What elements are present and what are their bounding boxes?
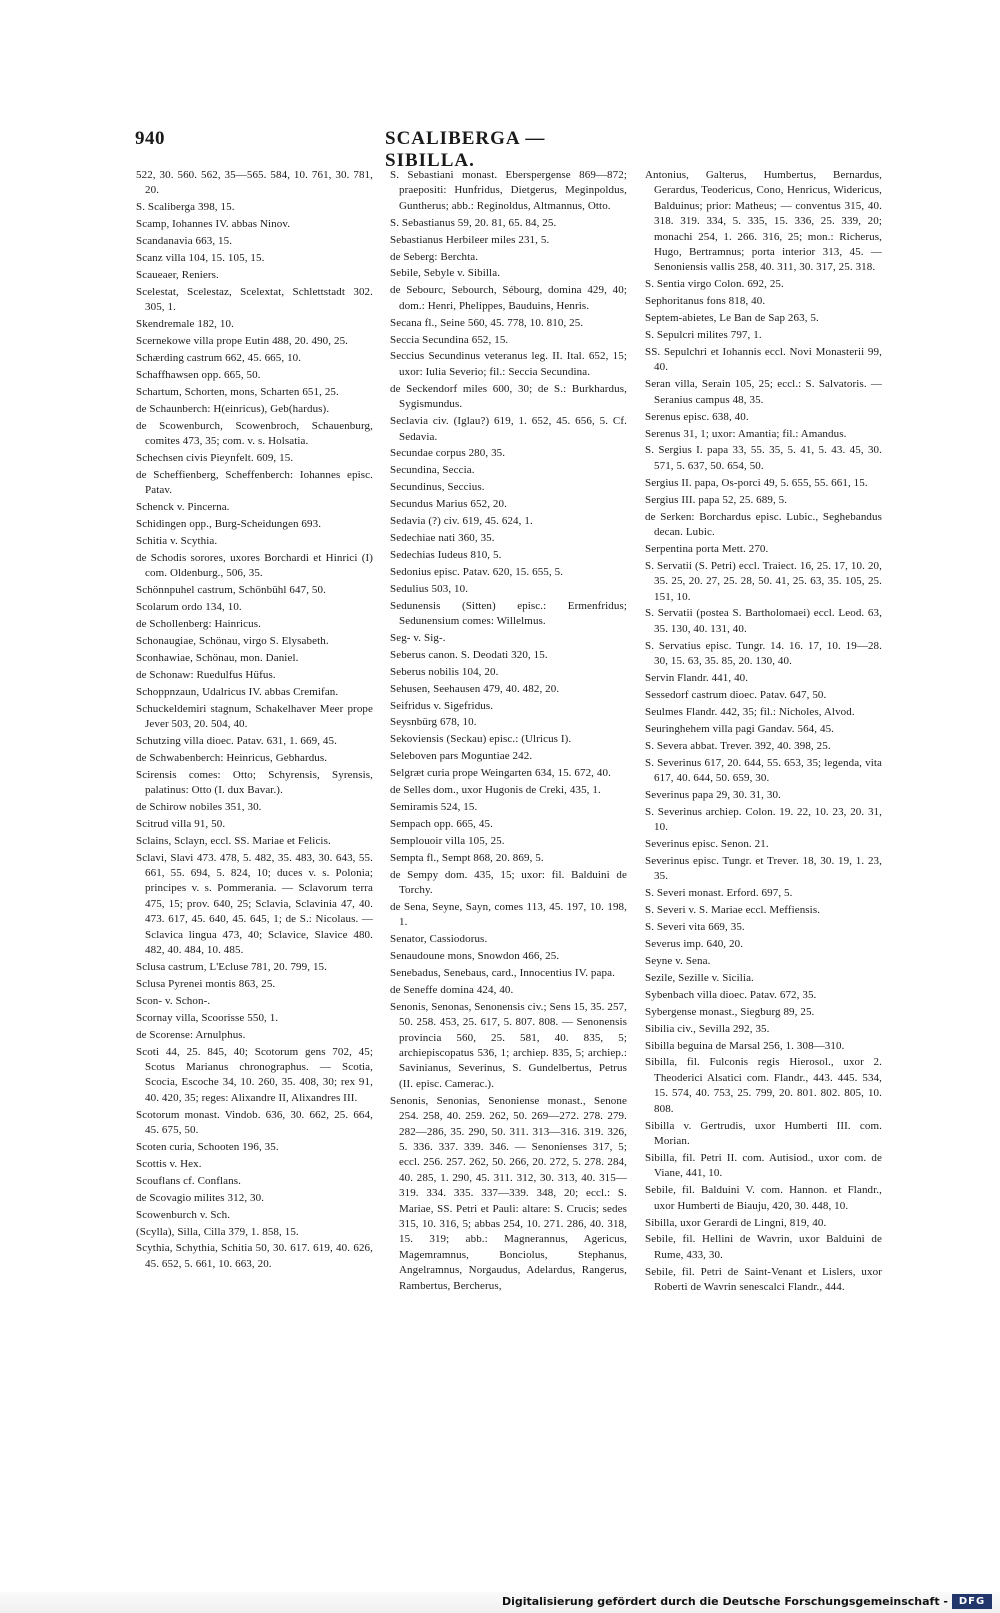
- index-entry: de Serken: Borchardus episc. Lubic., Seghebandus decan. Lubic.: [645, 510, 882, 538]
- index-entry: Seran villa, Serain 105, 25; eccl.: S. Salvatoris. — Seranius campus 48, 35.: [645, 378, 882, 406]
- index-entry: Sibilla beguina de Marsal 256, 1. 308—310.: [645, 1039, 845, 1052]
- index-entry: Secana fl., Seine 560, 45. 778, 10. 810, 25.: [390, 316, 584, 329]
- index-entry: SS. Sepulchri et Iohannis eccl. Novi Monasterii 99, 40.: [645, 345, 882, 374]
- index-entry: 522, 30. 560. 562, 35—565. 584, 10. 761, 30. 781, 20.: [136, 169, 373, 197]
- index-entry: Seg- v. Sig-.: [390, 631, 446, 644]
- index-entry: Sempta fl., Sempt 868, 20. 869, 5.: [390, 851, 544, 864]
- index-entry: Sezile, Sezille v. Sicilia.: [645, 971, 754, 984]
- index-entry: Selgræt curia prope Weingarten 634, 15. 672, 40.: [390, 767, 611, 780]
- index-entry: Sclusa Pyrenei montis 863, 25.: [136, 977, 276, 990]
- index-entry: Schechsen civis Pieynfelt. 609, 15.: [136, 451, 294, 464]
- index-entry: Scoten curia, Schooten 196, 35.: [136, 1140, 279, 1153]
- index-entry: Seberus canon. S. Deodati 320, 15.: [390, 648, 548, 661]
- index-entry: Schærding castrum 662, 45. 665, 10.: [136, 351, 302, 364]
- dfg-logo: DFG: [952, 1594, 992, 1609]
- index-column-2: [390, 168, 627, 1296]
- index-entry: Scandanavia 663, 15.: [136, 235, 233, 248]
- index-entry: Semiramis 524, 15.: [390, 800, 478, 813]
- index-entry: Schidingen opp., Burg-Scheidungen 693.: [136, 518, 322, 531]
- index-entry: Serpentina porta Mett. 270.: [645, 542, 769, 555]
- index-entry: (Scylla), Silla, Cilla 379, 1. 858, 15.: [136, 1225, 299, 1238]
- index-entry: Severinus papa 29, 30. 31, 30.: [645, 788, 781, 801]
- index-entry: de Schonaw: Ruedulfus Hüfus.: [136, 668, 276, 681]
- index-entry: de Scorense: Arnulphus.: [136, 1028, 246, 1041]
- index-entry: Scaueaer, Reniers.: [136, 268, 219, 281]
- index-entry: Sibilla, fil. Fulconis regis Hierosol., uxor 2. Theoderici Alsatici com. Flandr., 443. 445. 534, 15. 574, 40. 753, 25. 799, 20. 801. 802. 805, 10. 808.: [645, 1056, 882, 1115]
- index-entry: Severinus episc. Tungr. et Trever. 18, 30. 19, 1. 23, 35.: [645, 855, 882, 883]
- index-entry: Sedechias Iudeus 810, 5.: [390, 548, 502, 561]
- index-entry: de Schaunberch: H(einricus), Geb(hardus).: [136, 402, 330, 415]
- index-entry: Senonis, Senonas, Senonensis civ.; Sens 15, 35. 257, 50. 258. 453, 25. 617, 5. 807. 808. — Senonensis provincia 560, 25. 581, 40. 835, 5; archiepiscopatus 536, 1; archiep. 835, 5; archiep.: Savinianus, Severinus, S. Gundelbertus, Petrus (II. episc. Camerac.).: [390, 1000, 628, 1090]
- index-entry: Seysnbürg 678, 10.: [390, 716, 477, 729]
- index-entry: Antonius, Galterus, Humbertus, Bernardus, Gerardus, Teodericus, Cono, Henricus, Widericus, Balduinus; prior: Matheus; — conventus 315, 40. 318. 319. 334, 5. 335, 15. 336, 25. 339, 20; monachi 254, 1. 266. 316, 25; mon.: Richerus, Hugo, Bertramnus; porta interior 313, 45. — Senoniensis vallis 258, 40. 311, 30. 317, 25. 318.: [645, 169, 882, 274]
- index-entry: Schonaugiae, Schönau, virgo S. Elysabeth.: [136, 634, 329, 647]
- index-entry: Scelestat, Scelestaz, Scelextat, Schlettstadt 302. 305, 1.: [136, 285, 373, 314]
- index-entry: Sekoviensis (Seckau) episc.: (Ulricus I).: [390, 733, 572, 746]
- index-entry: Scythia, Schythia, Schitia 50, 30. 617. 619, 40. 626, 45. 652, 5. 661, 10. 663, 20.: [136, 1242, 373, 1270]
- index-entry: Secundae corpus 280, 35.: [390, 447, 506, 460]
- index-entry: Sconhawiae, Schönau, mon. Daniel.: [136, 651, 299, 664]
- index-entry: Schutzing villa dioec. Patav. 631, 1. 669, 45.: [136, 734, 337, 747]
- index-entry: Schitia v. Scythia.: [136, 534, 218, 547]
- index-entry: Seuringhehem villa pagi Gandav. 564, 45.: [645, 722, 835, 735]
- index-entry: Sehusen, Seehausen 479, 40. 482, 20.: [390, 682, 560, 695]
- index-entry: Scernekowe villa prope Eutin 488, 20. 490, 25.: [136, 335, 349, 348]
- index-entry: Scolarum ordo 134, 10.: [136, 601, 242, 614]
- index-entry: Senaudoune mons, Snowdon 466, 25.: [390, 950, 560, 963]
- index-entry: S. Severa abbat. Trever. 392, 40. 398, 25.: [645, 739, 831, 752]
- index-entry: de Schirow nobiles 351, 30.: [136, 800, 262, 813]
- index-entry: S. Sergius I. papa 33, 55. 35, 5. 41, 5. 43. 45, 30. 571, 5. 637, 50. 654, 50.: [645, 444, 882, 472]
- index-entry: S. Severinus archiep. Colon. 19. 22, 10. 23, 20. 31, 10.: [645, 805, 882, 834]
- index-entry: Sedonius episc. Patav. 620, 15. 655, 5.: [390, 565, 564, 578]
- index-column-1: [136, 168, 373, 1274]
- page-header: [135, 128, 630, 171]
- index-entry: Sybergense monast., Siegburg 89, 25.: [645, 1005, 815, 1018]
- index-entry: de Schodis sorores, uxores Borchardi et Hinrici (I) com. Oldenburg., 506, 35.: [136, 551, 373, 580]
- index-entry: de Sebourc, Sebourch, Sébourg, domina 429, 40; dom.: Henri, Phelippes, Bauduins, Henris.: [390, 284, 627, 312]
- index-entry: Scirensis comes: Otto; Schyrensis, Syrensis, palatinus: Otto (I. dux Bavar.).: [136, 768, 373, 797]
- index-entry: S. Severi monast. Erford. 697, 5.: [645, 887, 793, 900]
- index-entry: Sedavia (?) civ. 619, 45. 624, 1.: [390, 515, 533, 528]
- index-entry: Sclains, Sclayn, eccl. SS. Mariae et Felicis.: [136, 834, 331, 847]
- index-entry: Senator, Cassiodorus.: [390, 933, 488, 946]
- index-entry: S. Severi vita 669, 35.: [645, 921, 745, 934]
- index-entry: Severinus episc. Senon. 21.: [645, 838, 769, 851]
- index-entry: Seccius Secundinus veteranus leg. II. Ital. 652, 15; uxor: Iulia Severio; fil.: Seccia Secundina.: [390, 350, 627, 378]
- index-entry: de Scheffienberg, Scheffenberch: Iohannes episc. Patav.: [136, 468, 373, 497]
- index-entry: Scamp, Iohannes IV. abbas Ninov.: [136, 218, 291, 231]
- index-entry: de Schwabenberch: Heinricus, Gebhardus.: [136, 751, 328, 764]
- index-entry: S. Servatius episc. Tungr. 14. 16. 17, 10. 19—28. 30, 15. 63, 35. 85, 20. 130, 40.: [645, 639, 882, 668]
- index-entry: Sedulius 503, 10.: [390, 582, 469, 595]
- index-entry: Sebastianus Herbileer miles 231, 5.: [390, 233, 550, 246]
- index-entry: Sedunensis (Sitten) episc.: Ermenfridus; Sedunensium comes: Willelmus.: [390, 599, 627, 627]
- index-entry: Scitrud villa 91, 50.: [136, 817, 226, 830]
- index-entry: Scanz villa 104, 15. 105, 15.: [136, 252, 265, 265]
- index-entry: Scottis v. Hex.: [136, 1157, 202, 1170]
- index-entry: de Selles dom., uxor Hugonis de Creki, 435, 1.: [390, 784, 601, 797]
- index-entry: de Scovagio milites 312, 30.: [136, 1191, 265, 1204]
- digitization-note: Digitalisierung gefördert durch die Deutsche Forschungsgemeinschaft -: [501, 1595, 948, 1608]
- index-entry: Sybenbach villa dioec. Patav. 672, 35.: [645, 988, 817, 1001]
- index-entry: de Scowenburch, Scowenbroch, Schauenburg, comites 473, 35; com. v. s. Holsatia.: [136, 419, 373, 447]
- index-entry: Scon- v. Schon-.: [136, 994, 211, 1007]
- index-entry: Semplouoir villa 105, 25.: [390, 834, 505, 847]
- index-entry: Sclavi, Slavi 473. 478, 5. 482, 35. 483, 30. 643, 55. 661, 55. 694, 5. 824, 10; duces v. s. Polonia; principes v. s. Pommerania. — Sclavorum terra 475, 15; prov. 640, 25; Sclavia, Sclavinia 47, 40. 473. 617, 45. 640, 45. 645, 1; de S.: Nicolaus. — Sclavica lingua 473, 40; Sclavice, Slavice 480. 482, 40. 484, 10. 485.: [136, 851, 373, 957]
- index-entry: S. Servatii (S. Petri) eccl. Traiect. 16, 25. 17, 10. 20, 35. 25, 20. 27, 25. 28, 50. 41, 25. 63, 35. 105, 25. 151, 10.: [645, 559, 882, 603]
- index-entry: Sebile, fil. Balduini V. com. Hannon. et Flandr., uxor Humberti de Biauju, 420, 30. 448, 10.: [645, 1184, 882, 1212]
- index-entry: Scoti 44, 25. 845, 40; Scotorum gens 702, 45; Scotus Marianus chronographus. — Scotia, Scocia, Escoche 34, 10. 260, 35. 408, 30; rex 91, 40. 420, 35; reges: Alixandre II, Alixandres III.: [136, 1045, 373, 1104]
- index-entry: S. Sentia virgo Colon. 692, 25.: [645, 278, 784, 291]
- index-entry: Schaffhawsen opp. 665, 50.: [136, 368, 261, 381]
- index-entry: Skendremale 182, 10.: [136, 318, 234, 331]
- index-entry: Schenck v. Pincerna.: [136, 501, 230, 514]
- index-entry: Servin Flandr. 441, 40.: [645, 672, 749, 685]
- index-entry: Serenus 31, 1; uxor: Amantia; fil.: Amandus.: [645, 427, 847, 440]
- running-title: SCALIBERGA — SIBILLA.: [385, 128, 546, 171]
- index-entry: de Seckendorf miles 600, 30; de S.: Burkhardus, Sygismundus.: [390, 382, 627, 411]
- index-entry: Serenus episc. 638, 40.: [645, 410, 749, 423]
- index-entry: S. Sebastianus 59, 20. 81, 65. 84, 25.: [390, 216, 557, 229]
- index-entry: Seccia Secundina 652, 15.: [390, 333, 509, 346]
- index-entry: Sibilla v. Gertrudis, uxor Humberti III. com. Morian.: [645, 1119, 882, 1147]
- index-entry: Septem-abietes, Le Ban de Sap 263, 5.: [645, 312, 819, 325]
- index-entry: Sibilla, fil. Petri II. com. Autisiod., uxor com. de Viane, 441, 10.: [645, 1151, 882, 1180]
- index-entry: Severus imp. 640, 20.: [645, 938, 744, 951]
- index-entry: de Seneffe domina 424, 40.: [390, 983, 514, 996]
- index-entry: de Sempy dom. 435, 15; uxor: fil. Balduini de Torchy.: [390, 868, 627, 896]
- index-entry: Seclavia civ. (Iglau?) 619, 1. 652, 45. 656, 5. Cf. Sedavia.: [390, 415, 627, 443]
- index-entry: Sclusa castrum, L'Ecluse 781, 20. 799, 15.: [136, 961, 328, 973]
- index-entry: Senonis, Senonias, Senoniense monast., Senone 254. 258, 40. 259. 262, 50. 269—272. 278. 279. 282—286, 35. 290, 50. 311. 313—316. 319. 326, 5. 336. 337. 339. 346. — Senonienses 317, 5; eccl. 256. 257. 262, 50. 266, 20. 272, 5. 278. 284, 40. 285, 1. 290, 45. 311. 312, 30. 313, 40. 315—319. 334. 335. 337—339. 348, 20; eccl.: S. Mariae, SS. Petri et Pauli: altare: S. Crucis; sedes 315, 10. 316, 5; abbas 254, 10. 271. 286, 40. 318, 15. 319; abb.: Magnerannus, Agericus, Magemramnus, Bonciolus, Stephanus, Angelramnus, Norgaudus, Adelardus, Rangerus, Rambertus, Bercherus,: [390, 1094, 627, 1292]
- index-entry: de Schollenberg: Hainricus.: [136, 617, 261, 630]
- index-entry: S. Severi v. S. Mariae eccl. Meffiensis.: [645, 904, 821, 917]
- index-entry: Sephoritanus fons 818, 40.: [645, 295, 766, 308]
- index-entry: S. Scaliberga 398, 15.: [136, 201, 235, 214]
- index-entry: Sempach opp. 665, 45.: [390, 817, 493, 830]
- index-entry: Seulmes Flandr. 442, 35; fil.: Nicholes, Alvod.: [645, 705, 855, 718]
- index-entry: S. Servatii (postea S. Bartholomaei) eccl. Leod. 63, 35. 130, 40. 131, 40.: [645, 607, 882, 635]
- index-entry: Scowenburch v. Sch.: [136, 1208, 231, 1221]
- index-entry: Secundina, Seccia.: [390, 464, 475, 477]
- index-entry: Sergius II. papa, Os-porci 49, 5. 655, 55. 661, 15.: [645, 476, 868, 489]
- index-entry: Schuckeldemiri stagnum, Schakelhaver Meer prope Jever 503, 20. 504, 40.: [136, 702, 373, 730]
- index-entry: S. Sepulcri milites 797, 1.: [645, 329, 762, 342]
- index-entry: Sedechiae nati 360, 35.: [390, 531, 495, 544]
- index-entry: Sebile, fil. Petri de Saint-Venant et Lislers, uxor Roberti de Wavrin senescalci Flandr., 444.: [645, 1265, 882, 1294]
- index-entry: Schartum, Schorten, mons, Scharten 651, 25.: [136, 385, 339, 398]
- index-entry: Scornay villa, Scoorisse 550, 1.: [136, 1011, 279, 1024]
- index-entry: Senebadus, Senebaus, card., Innocentius IV. papa.: [390, 967, 615, 979]
- index-entry: S. Severinus 617, 20. 644, 55. 653, 35; legenda, vita 617, 40. 644, 50. 659, 30.: [645, 756, 882, 785]
- index-column-3: [645, 168, 882, 1297]
- index-entry: de Seberg: Berchta.: [390, 250, 479, 263]
- index-entry: Sebile, Sebyle v. Sibilla.: [390, 267, 501, 280]
- index-entry: Seberus nobilis 104, 20.: [390, 665, 499, 678]
- index-entry: Sebile, fil. Hellini de Wavrin, uxor Balduini de Rume, 433, 30.: [645, 1233, 882, 1261]
- index-entry: Sergius III. papa 52, 25. 689, 5.: [645, 493, 788, 506]
- index-entry: Schönnpuhel castrum, Schönbühl 647, 50.: [136, 584, 326, 597]
- index-entry: Scotorum monast. Vindob. 636, 30. 662, 25. 664, 45. 675, 50.: [136, 1108, 373, 1137]
- page-number: 940: [135, 128, 165, 149]
- index-entry: Scouflans cf. Conflans.: [136, 1174, 241, 1187]
- index-entry: Sibilla, uxor Gerardi de Lingni, 819, 40.: [645, 1216, 827, 1229]
- index-entry: Seyne v. Sena.: [645, 955, 711, 967]
- index-entry: Secundus Marius 652, 20.: [390, 498, 507, 511]
- index-entry: Sessedorf castrum dioec. Patav. 647, 50.: [645, 689, 827, 701]
- index-entry: Seleboven pars Moguntiae 242.: [390, 750, 533, 763]
- index-entry: Seifridus v. Sigefridus.: [390, 699, 494, 712]
- index-entry: S. Sebastiani monast. Eberspergense 869—872; praepositi: Hunfridus, Dietgerus, Meginpoldus, Guntherus; abb.: Reginoldus, Altmannus, Otto.: [390, 169, 627, 212]
- index-entry: de Sena, Seyne, Sayn, comes 113, 45. 197, 10. 198, 1.: [390, 900, 627, 929]
- index-entry: Schoppnzaun, Udalricus IV. abbas Cremifan.: [136, 685, 339, 698]
- index-entry: Sibilia civ., Sevilla 292, 35.: [645, 1022, 770, 1035]
- index-entry: Secundinus, Seccius.: [390, 481, 485, 494]
